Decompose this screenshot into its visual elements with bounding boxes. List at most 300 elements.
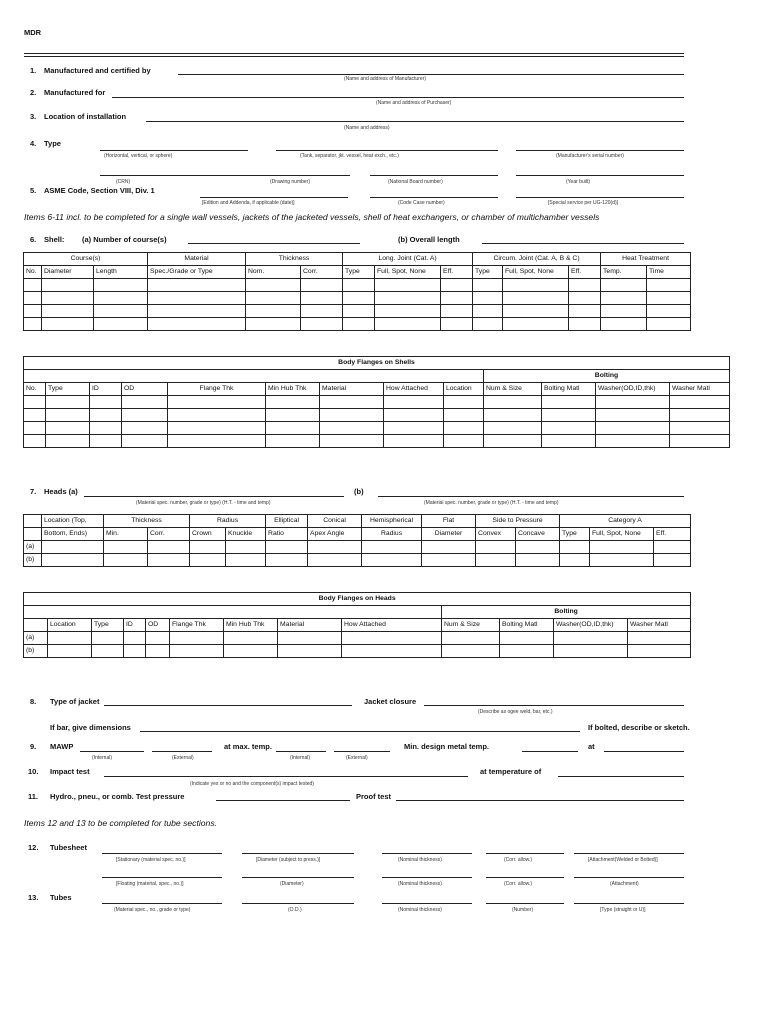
- item-5-caption-drawing: (Drawing number): [270, 179, 311, 185]
- item-8-number: 8.: [30, 697, 37, 706]
- manufacturer-field[interactable]: [178, 74, 684, 75]
- table-cell[interactable]: [384, 396, 444, 409]
- table-cell[interactable]: [384, 422, 444, 435]
- table-cell[interactable]: [375, 292, 441, 305]
- table-cell[interactable]: [569, 305, 601, 318]
- table-cell[interactable]: [375, 305, 441, 318]
- table-cell[interactable]: [560, 554, 590, 567]
- table-cell[interactable]: [484, 396, 542, 409]
- flanges-on-heads-table: [23, 592, 691, 658]
- table-cell[interactable]: [24, 292, 42, 305]
- col-header: Location: [444, 383, 484, 396]
- table-cell[interactable]: [628, 632, 691, 645]
- col-header: Num & Size: [484, 383, 542, 396]
- table-cell[interactable]: [168, 422, 266, 435]
- orientation-field[interactable]: [100, 150, 248, 151]
- items-6-11-note: Items 6-11 incl. to be completed for a single wall vessels, jackets of the jacketed vessels, shell of heat exchangers, or chamber of multichamber vessels: [24, 212, 600, 222]
- col-header: Min Hub Thk: [224, 619, 278, 632]
- table-cell[interactable]: [503, 318, 569, 331]
- item-1-label: Manufactured and certified by: [44, 66, 151, 75]
- table-cell[interactable]: [190, 554, 226, 567]
- table-cell[interactable]: [601, 279, 647, 292]
- header-rule: [24, 53, 684, 54]
- table-cell[interactable]: [542, 435, 596, 448]
- table-cell[interactable]: [647, 279, 691, 292]
- floating-thickness-field[interactable]: [382, 877, 472, 878]
- tubesheet-floating-field[interactable]: [102, 877, 222, 878]
- bolted-sketch-label: If bolted, describe or sketch.: [588, 723, 690, 732]
- item-9-number: 9.: [30, 742, 37, 751]
- tubesheet-attachment-field[interactable]: [574, 853, 684, 854]
- table-cell[interactable]: [124, 632, 146, 645]
- max-temp-external-field[interactable]: [334, 751, 390, 752]
- bar-dimensions-label: If bar, give dimensions: [50, 723, 131, 732]
- table-cell[interactable]: [476, 541, 516, 554]
- table-cell[interactable]: [278, 632, 342, 645]
- col-header: Crown: [190, 528, 226, 541]
- table-cell[interactable]: [422, 554, 476, 567]
- table-cell[interactable]: [246, 279, 301, 292]
- tubesheet-corr-field[interactable]: [486, 853, 564, 854]
- table-cell[interactable]: [226, 541, 266, 554]
- table-cell: [24, 619, 48, 632]
- table-cell[interactable]: [516, 541, 560, 554]
- table-cell[interactable]: [122, 435, 168, 448]
- table-cell[interactable]: [24, 396, 46, 409]
- table-cell[interactable]: [560, 541, 590, 554]
- table-cell[interactable]: [48, 632, 92, 645]
- head-a-field[interactable]: [84, 496, 344, 497]
- mawp-external-field[interactable]: [152, 751, 212, 752]
- col-header: Washer(OD,ID,thk): [596, 383, 670, 396]
- head-b-field[interactable]: [378, 496, 684, 497]
- table-cell[interactable]: [670, 396, 730, 409]
- table-cell[interactable]: [542, 422, 596, 435]
- table-cell[interactable]: [266, 422, 320, 435]
- table-cell[interactable]: [104, 541, 148, 554]
- item-7-caption-b: (Material spec. number, grade or type) (H.T. - time and temp): [424, 500, 559, 506]
- table-cell[interactable]: [554, 645, 628, 658]
- table-cell: [24, 515, 42, 528]
- table-cell[interactable]: [444, 409, 484, 422]
- table-cell[interactable]: [654, 554, 691, 567]
- table-cell[interactable]: [42, 292, 94, 305]
- number-of-courses-label: (a) Number of course(s): [82, 235, 167, 244]
- table-row: [24, 409, 730, 422]
- drawing-number-field[interactable]: [232, 175, 350, 176]
- table-cell[interactable]: [148, 554, 190, 567]
- table-cell[interactable]: [444, 396, 484, 409]
- national-board-field[interactable]: [370, 175, 498, 176]
- table-cell[interactable]: [24, 409, 46, 422]
- table-cell[interactable]: [476, 554, 516, 567]
- tubes-number-field[interactable]: [486, 903, 564, 904]
- table-cell[interactable]: [48, 645, 92, 658]
- flanges-shells-title: Body Flanges on Shells: [24, 357, 730, 370]
- form-code: MDR: [24, 28, 42, 37]
- table-cell[interactable]: [190, 541, 226, 554]
- proof-test-field[interactable]: [396, 800, 684, 801]
- table-cell[interactable]: [342, 645, 442, 658]
- table-cell[interactable]: [320, 396, 384, 409]
- year-built-field[interactable]: [516, 175, 684, 176]
- table-cell[interactable]: [148, 292, 246, 305]
- floating-caption: [Floating (material, spec., no.)]: [116, 881, 184, 887]
- tubes-material-field[interactable]: [102, 903, 222, 904]
- item-7-label: Heads (a): [44, 487, 78, 496]
- col-header: Eff.: [654, 528, 691, 541]
- table-cell[interactable]: [442, 632, 500, 645]
- floating-caption: (Corr. allow.): [504, 881, 533, 887]
- table-cell[interactable]: [654, 541, 691, 554]
- table-cell[interactable]: [484, 422, 542, 435]
- col-header: Eff.: [441, 266, 473, 279]
- table-cell[interactable]: [42, 318, 94, 331]
- table-cell[interactable]: [24, 318, 42, 331]
- item-5-caption-nb: (National Board number): [388, 179, 443, 185]
- col-header: Ratio: [266, 528, 308, 541]
- table-cell[interactable]: [596, 409, 670, 422]
- table-cell[interactable]: [343, 305, 375, 318]
- table-cell[interactable]: [42, 554, 104, 567]
- table-cell[interactable]: [90, 435, 122, 448]
- col-header: Knuckle: [226, 528, 266, 541]
- table-cell[interactable]: [122, 409, 168, 422]
- table-cell[interactable]: [124, 645, 146, 658]
- row-label: (a): [24, 632, 48, 645]
- table-cell[interactable]: [542, 396, 596, 409]
- table-cell[interactable]: [92, 645, 124, 658]
- table-cell[interactable]: [343, 279, 375, 292]
- table-cell[interactable]: [170, 645, 224, 658]
- table-cell[interactable]: [148, 541, 190, 554]
- jacket-closure-label: Jacket closure: [364, 697, 417, 706]
- table-cell[interactable]: [442, 645, 500, 658]
- heads-table: [23, 514, 691, 567]
- col-header: Time: [647, 266, 691, 279]
- item-1-number: 1.: [30, 66, 37, 75]
- table-cell[interactable]: [320, 422, 384, 435]
- table-cell[interactable]: [590, 554, 654, 567]
- impact-temperature-field[interactable]: [558, 776, 684, 777]
- installation-field[interactable]: [146, 121, 684, 122]
- table-cell[interactable]: [500, 645, 554, 658]
- min-design-temp-field[interactable]: [522, 751, 578, 752]
- table-cell[interactable]: [122, 422, 168, 435]
- tubesheet-caption: (Corr. allow.): [504, 857, 533, 863]
- col-header: Type: [343, 266, 375, 279]
- thickness-header: Thickness: [246, 253, 343, 266]
- table-row: [24, 292, 691, 305]
- table-cell[interactable]: [375, 279, 441, 292]
- table-cell[interactable]: [94, 305, 148, 318]
- purchaser-field[interactable]: [112, 97, 684, 98]
- bar-dimensions-field[interactable]: [140, 731, 580, 732]
- table-cell[interactable]: [24, 279, 42, 292]
- table-cell[interactable]: [362, 554, 422, 567]
- table-cell[interactable]: [266, 396, 320, 409]
- special-service-field[interactable]: [516, 197, 684, 198]
- item-6-label: Shell:: [44, 235, 65, 244]
- item-6-number: 6.: [30, 235, 37, 244]
- item-8-label: Type of jacket: [50, 697, 100, 706]
- table-cell[interactable]: [670, 409, 730, 422]
- course-header: Course(s): [24, 253, 148, 266]
- col-header: ID: [90, 383, 122, 396]
- code-case-field[interactable]: [370, 197, 498, 198]
- table-cell[interactable]: [343, 292, 375, 305]
- table-cell[interactable]: [278, 645, 342, 658]
- col-header: Min Hub Thk: [266, 383, 320, 396]
- table-cell[interactable]: [266, 541, 308, 554]
- table-cell[interactable]: [146, 645, 170, 658]
- table-cell[interactable]: [601, 292, 647, 305]
- col-header: Location: [48, 619, 92, 632]
- col-header: Temp.: [601, 266, 647, 279]
- item-2-label: Manufactured for: [44, 88, 106, 97]
- tubes-caption: [Type (straight or U)]: [600, 907, 646, 913]
- col-header: No.: [24, 266, 42, 279]
- table-cell[interactable]: [94, 318, 148, 331]
- test-pressure-field[interactable]: [216, 800, 350, 801]
- tubesheet-caption: [Stationary (material spec. no.)]: [116, 857, 186, 863]
- table-cell[interactable]: [92, 632, 124, 645]
- col-header: ID: [124, 619, 146, 632]
- mawp-internal-field[interactable]: [80, 751, 144, 752]
- table-cell[interactable]: [308, 541, 362, 554]
- mawp-external-caption: (External): [172, 755, 194, 761]
- serial-number-field[interactable]: [516, 150, 684, 151]
- table-cell[interactable]: [266, 554, 308, 567]
- table-cell[interactable]: [46, 396, 90, 409]
- item-1-caption: (Name and address of Manufacturer): [344, 76, 426, 82]
- col-header: Flange Thk: [170, 619, 224, 632]
- table-cell[interactable]: [384, 435, 444, 448]
- table-cell[interactable]: [647, 318, 691, 331]
- impact-test-field[interactable]: [104, 776, 468, 777]
- table-cell[interactable]: [362, 541, 422, 554]
- tubesheet-caption: [Diameter (subject to press.)]: [256, 857, 321, 863]
- table-cell[interactable]: [441, 279, 473, 292]
- table-cell[interactable]: [569, 318, 601, 331]
- shell-courses-table: [23, 252, 691, 331]
- table-cell[interactable]: [46, 422, 90, 435]
- table-cell[interactable]: [266, 435, 320, 448]
- floating-attachment-field[interactable]: [574, 877, 684, 878]
- table-cell[interactable]: [301, 292, 343, 305]
- table-cell[interactable]: [42, 541, 104, 554]
- table-cell[interactable]: [148, 305, 246, 318]
- table-cell[interactable]: [24, 422, 46, 435]
- table-cell[interactable]: [596, 422, 670, 435]
- table-cell[interactable]: [343, 318, 375, 331]
- table-cell[interactable]: [384, 409, 444, 422]
- table-cell[interactable]: [516, 554, 560, 567]
- table-cell[interactable]: [569, 279, 601, 292]
- table-cell[interactable]: [503, 305, 569, 318]
- table-cell[interactable]: [596, 396, 670, 409]
- tubes-od-field[interactable]: [242, 903, 354, 904]
- table-cell[interactable]: [473, 318, 503, 331]
- table-cell[interactable]: [554, 632, 628, 645]
- table-cell[interactable]: [246, 292, 301, 305]
- table-cell[interactable]: [226, 554, 266, 567]
- table-cell[interactable]: [484, 409, 542, 422]
- min-design-temp-label: Min. design metal temp.: [404, 742, 490, 751]
- table-cell[interactable]: [246, 305, 301, 318]
- col-header: Type: [46, 383, 90, 396]
- col-header: Bolting Matl: [500, 619, 554, 632]
- table-cell[interactable]: [342, 632, 442, 645]
- table-cell[interactable]: [90, 422, 122, 435]
- floating-corr-field[interactable]: [486, 877, 564, 878]
- item-12-label: Tubesheet: [50, 843, 87, 852]
- tubesheet-diameter-field[interactable]: [242, 853, 354, 854]
- col-header: No.: [24, 383, 46, 396]
- col-header: Material: [320, 383, 384, 396]
- table-cell[interactable]: [24, 305, 42, 318]
- table-cell[interactable]: [628, 645, 691, 658]
- edition-field[interactable]: [200, 197, 348, 198]
- table-cell[interactable]: [484, 435, 542, 448]
- at-temperature-label: at temperature of: [480, 767, 542, 776]
- overall-length-field[interactable]: [482, 243, 684, 244]
- floating-diameter-field[interactable]: [242, 877, 354, 878]
- table-cell[interactable]: [441, 292, 473, 305]
- table-cell[interactable]: [301, 318, 343, 331]
- table-cell[interactable]: [596, 435, 670, 448]
- tubesheet-thickness-field[interactable]: [382, 853, 472, 854]
- col-header: Spec./Grade or Type: [148, 266, 246, 279]
- table-cell[interactable]: [590, 541, 654, 554]
- table-cell[interactable]: [46, 435, 90, 448]
- item-10-number: 10.: [28, 767, 39, 776]
- table-cell[interactable]: [224, 645, 278, 658]
- table-cell[interactable]: [647, 305, 691, 318]
- table-cell[interactable]: [246, 318, 301, 331]
- table-cell[interactable]: [320, 409, 384, 422]
- item-5-label: ASME Code, Section VIII, Div. 1: [44, 186, 155, 195]
- table-row: [24, 318, 691, 331]
- item-3-label: Location of installation: [44, 112, 127, 121]
- table-cell[interactable]: [500, 632, 554, 645]
- table-cell: [24, 528, 42, 541]
- table-cell[interactable]: [473, 279, 503, 292]
- table-cell[interactable]: [94, 279, 148, 292]
- col-header: How Attached: [342, 619, 442, 632]
- table-cell[interactable]: [168, 396, 266, 409]
- table-cell: [24, 370, 484, 383]
- tubes-caption: (O.D.): [288, 907, 302, 913]
- heads-header: Side to Pressure: [476, 515, 560, 528]
- col-header: Full, Spot, None: [590, 528, 654, 541]
- table-cell[interactable]: [46, 409, 90, 422]
- table-cell[interactable]: [148, 279, 246, 292]
- jacket-closure-field[interactable]: [424, 705, 684, 706]
- head-b-label: (b): [354, 487, 364, 496]
- heads-header: Hemispherical: [362, 515, 422, 528]
- overall-length-label: (b) Overall length: [398, 235, 460, 244]
- max-temp-internal-field[interactable]: [276, 751, 326, 752]
- table-cell[interactable]: [441, 318, 473, 331]
- table-cell[interactable]: [647, 292, 691, 305]
- table-cell[interactable]: [473, 305, 503, 318]
- table-cell[interactable]: [94, 292, 148, 305]
- crn-field[interactable]: [100, 175, 248, 176]
- proof-test-label: Proof test: [356, 792, 392, 801]
- table-cell[interactable]: [670, 422, 730, 435]
- table-cell[interactable]: [503, 292, 569, 305]
- jacket-type-field[interactable]: [104, 705, 352, 706]
- table-cell[interactable]: [569, 292, 601, 305]
- table-cell[interactable]: [320, 435, 384, 448]
- table-cell[interactable]: [24, 435, 46, 448]
- table-cell[interactable]: [542, 409, 596, 422]
- table-cell[interactable]: [308, 554, 362, 567]
- col-header: Concave: [516, 528, 560, 541]
- table-cell[interactable]: [441, 305, 473, 318]
- tubes-thickness-field[interactable]: [382, 903, 472, 904]
- table-cell[interactable]: [42, 305, 94, 318]
- table-cell[interactable]: [122, 396, 168, 409]
- table-cell[interactable]: [146, 632, 170, 645]
- items-12-13-note: Items 12 and 13 to be completed for tube sections.: [24, 818, 217, 828]
- table-row: [24, 305, 691, 318]
- table-cell[interactable]: [670, 435, 730, 448]
- tubesheet-stationary-field[interactable]: [102, 853, 222, 854]
- item-5-caption-special: [Special service per UG-120(d)]: [548, 200, 619, 206]
- table-cell[interactable]: [168, 409, 266, 422]
- heads-header: Thickness: [104, 515, 190, 528]
- table-cell[interactable]: [473, 292, 503, 305]
- item-5-caption-codecase: (Code Case number): [398, 200, 445, 206]
- max-temp-internal-caption: (Internal): [290, 755, 311, 761]
- table-cell[interactable]: [90, 409, 122, 422]
- vessel-type-field[interactable]: [276, 150, 498, 151]
- min-design-temp-at-field[interactable]: [604, 751, 684, 752]
- row-label: (b): [24, 645, 48, 658]
- table-cell[interactable]: [601, 318, 647, 331]
- floating-caption: (Attachment): [610, 881, 639, 887]
- number-of-courses-field[interactable]: [188, 243, 360, 244]
- table-row: [24, 541, 691, 554]
- table-cell[interactable]: [148, 318, 246, 331]
- table-cell[interactable]: [224, 632, 278, 645]
- table-cell[interactable]: [301, 279, 343, 292]
- table-cell[interactable]: [42, 279, 94, 292]
- table-cell[interactable]: [503, 279, 569, 292]
- table-cell[interactable]: [375, 318, 441, 331]
- table-cell[interactable]: [90, 396, 122, 409]
- table-cell[interactable]: [266, 409, 320, 422]
- table-cell[interactable]: [422, 541, 476, 554]
- table-cell[interactable]: [104, 554, 148, 567]
- tubes-type-field[interactable]: [574, 903, 684, 904]
- table-cell[interactable]: [444, 435, 484, 448]
- col-header: Material: [278, 619, 342, 632]
- table-cell[interactable]: [444, 422, 484, 435]
- table-cell[interactable]: [170, 632, 224, 645]
- table-row: [24, 396, 730, 409]
- item-7-caption-a: (Material spec. number, grade or type) (H.T. - time and temp): [136, 500, 271, 506]
- table-cell[interactable]: [168, 435, 266, 448]
- col-header: Min.: [104, 528, 148, 541]
- row-label: (b): [24, 554, 42, 567]
- col-header: Eff.: [569, 266, 601, 279]
- table-cell[interactable]: [301, 305, 343, 318]
- table-cell[interactable]: [601, 305, 647, 318]
- col-header: Radius: [362, 528, 422, 541]
